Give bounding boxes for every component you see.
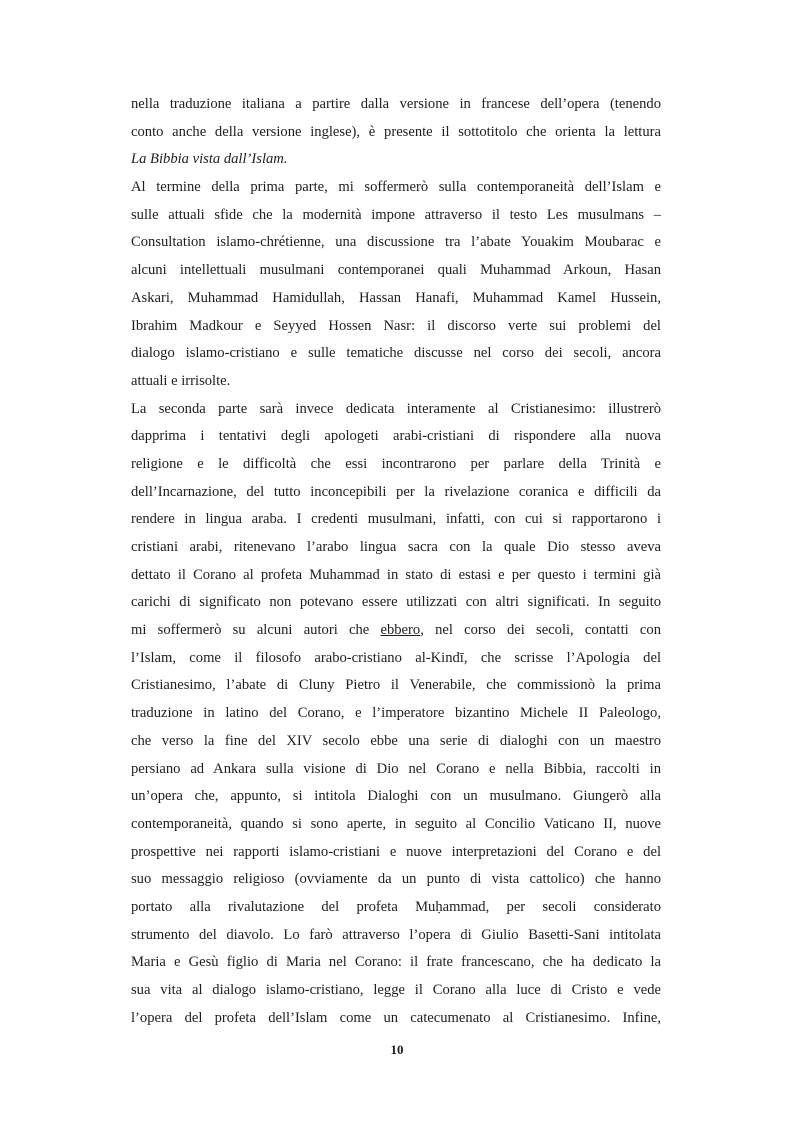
- text-line: conto anche della versione inglese), è presente il sottotitolo che orienta la lettura: [131, 123, 661, 140]
- text-line: l’Islam, come il filosofo arabo-cristiano al-Kindī, che scrisse l’Apologia del: [131, 649, 661, 666]
- text-line: rendere in lingua araba. I credenti musulmani, infatti, con cui si rapportarono i: [131, 511, 661, 528]
- text-line: nella traduzione italiana a partire dalla versione in francese dell’opera (tenendo: [131, 96, 661, 112]
- text-line: religione e le difficoltà che essi incontrarono per parlare della Trinità e: [131, 455, 661, 472]
- text-line: cristiani arabi, ritenevano l’arabo lingua sacra con la quale Dio stesso aveva: [131, 539, 661, 555]
- body-text: [131, 91, 661, 1032]
- text-line: contemporaneità, quando si sono aperte, in seguito al Concilio Vaticano II, nuove: [131, 815, 661, 832]
- text-line: dapprima i tentativi degli apologeti arabi-cristiani di rispondere alla nuova: [131, 428, 661, 445]
- underlined-word: ebbero: [380, 622, 421, 639]
- text-line: attuali e irrisolte.: [131, 372, 231, 389]
- text-line: Consultation islamo-chrétienne, una discussione tra l’abate Youakim Moubarac e: [131, 234, 661, 251]
- text-line: sua vita al dialogo islamo-cristiano, legge il Corano alla luce di Cristo e vede: [131, 982, 661, 998]
- text-line: alcuni intellettuali musulmani contemporanei quali Muhammad Arkoun, Hasan: [131, 262, 661, 279]
- text-line: dettato il Corano al profeta Muhammad in stato di estasi e per questo i termini già: [131, 566, 661, 583]
- text-line: dialogo islamo-cristiano e sulle tematiche discusse nel corso dei secoli, ancora: [131, 345, 661, 362]
- text-line: La Bibbia vista dall’Islam.: [131, 151, 288, 168]
- text-line: carichi di significato non potevano essere utilizzati con altri significati. In seguito: [131, 594, 661, 611]
- text-line: che verso la fine del XIV secolo ebbe una serie di dialoghi con un maestro: [131, 732, 661, 749]
- text-line: l’opera del profeta dell’Islam come un catecumenato al Cristianesimo. Infine,: [131, 1009, 661, 1026]
- text-line: prospettive nei rapporti islamo-cristiani e nuove interpretazioni del Corano e del: [131, 843, 661, 860]
- text-line: suo messaggio religioso (ovviamente da un punto di vista cattolico) che hanno: [131, 871, 661, 888]
- text-line: La seconda parte sarà invece dedicata interamente al Cristianesimo: illustrerò: [131, 400, 661, 417]
- text-line: persiano ad Ankara sulla visione di Dio nel Corano e nella Bibbia, raccolti in: [131, 760, 661, 777]
- page-number: 10: [390, 1042, 404, 1057]
- text-line: strumento del diavolo. Lo farò attraverso l’opera di Giulio Basetti-Sani intitolata: [131, 926, 661, 943]
- text-segment: , nel corso dei secoli, contatti con: [420, 622, 661, 639]
- text-line: Askari, Muhammad Hamidullah, Hassan Hanafi, Muhammad Kamel Hussein,: [131, 289, 661, 306]
- text-line: [131, 617, 661, 645]
- text-segment: mi soffermerò su alcuni autori che: [131, 622, 381, 639]
- text-line: Al termine della prima parte, mi soffermerò sulla contemporaneità dell’Islam e: [131, 179, 661, 196]
- text-line: Cristianesimo, l’abate di Cluny Pietro il Venerabile, che commissionò la prima: [131, 677, 661, 694]
- text-line: sulle attuali sfide che la modernità impone attraverso il testo Les musulmans –: [131, 206, 661, 223]
- text-line: un’opera che, appunto, si intitola Dialoghi con un musulmano. Giungerò alla: [131, 788, 661, 805]
- text-line: Ibrahim Madkour e Seyyed Hossen Nasr: il discorso verte sui problemi del: [131, 317, 661, 334]
- text-line: traduzione in latino del Corano, e l’imperatore bizantino Michele II Paleologo,: [131, 705, 661, 722]
- text-line: Maria e Gesù figlio di Maria nel Corano: il frate francescano, che ha dedicato la: [131, 954, 661, 971]
- text-line: dell’Incarnazione, del tutto inconcepibili per la rivelazione coranica e difficili da: [131, 483, 661, 500]
- text-line: portato alla rivalutazione del profeta Muḥammad, per secoli considerato: [131, 898, 661, 915]
